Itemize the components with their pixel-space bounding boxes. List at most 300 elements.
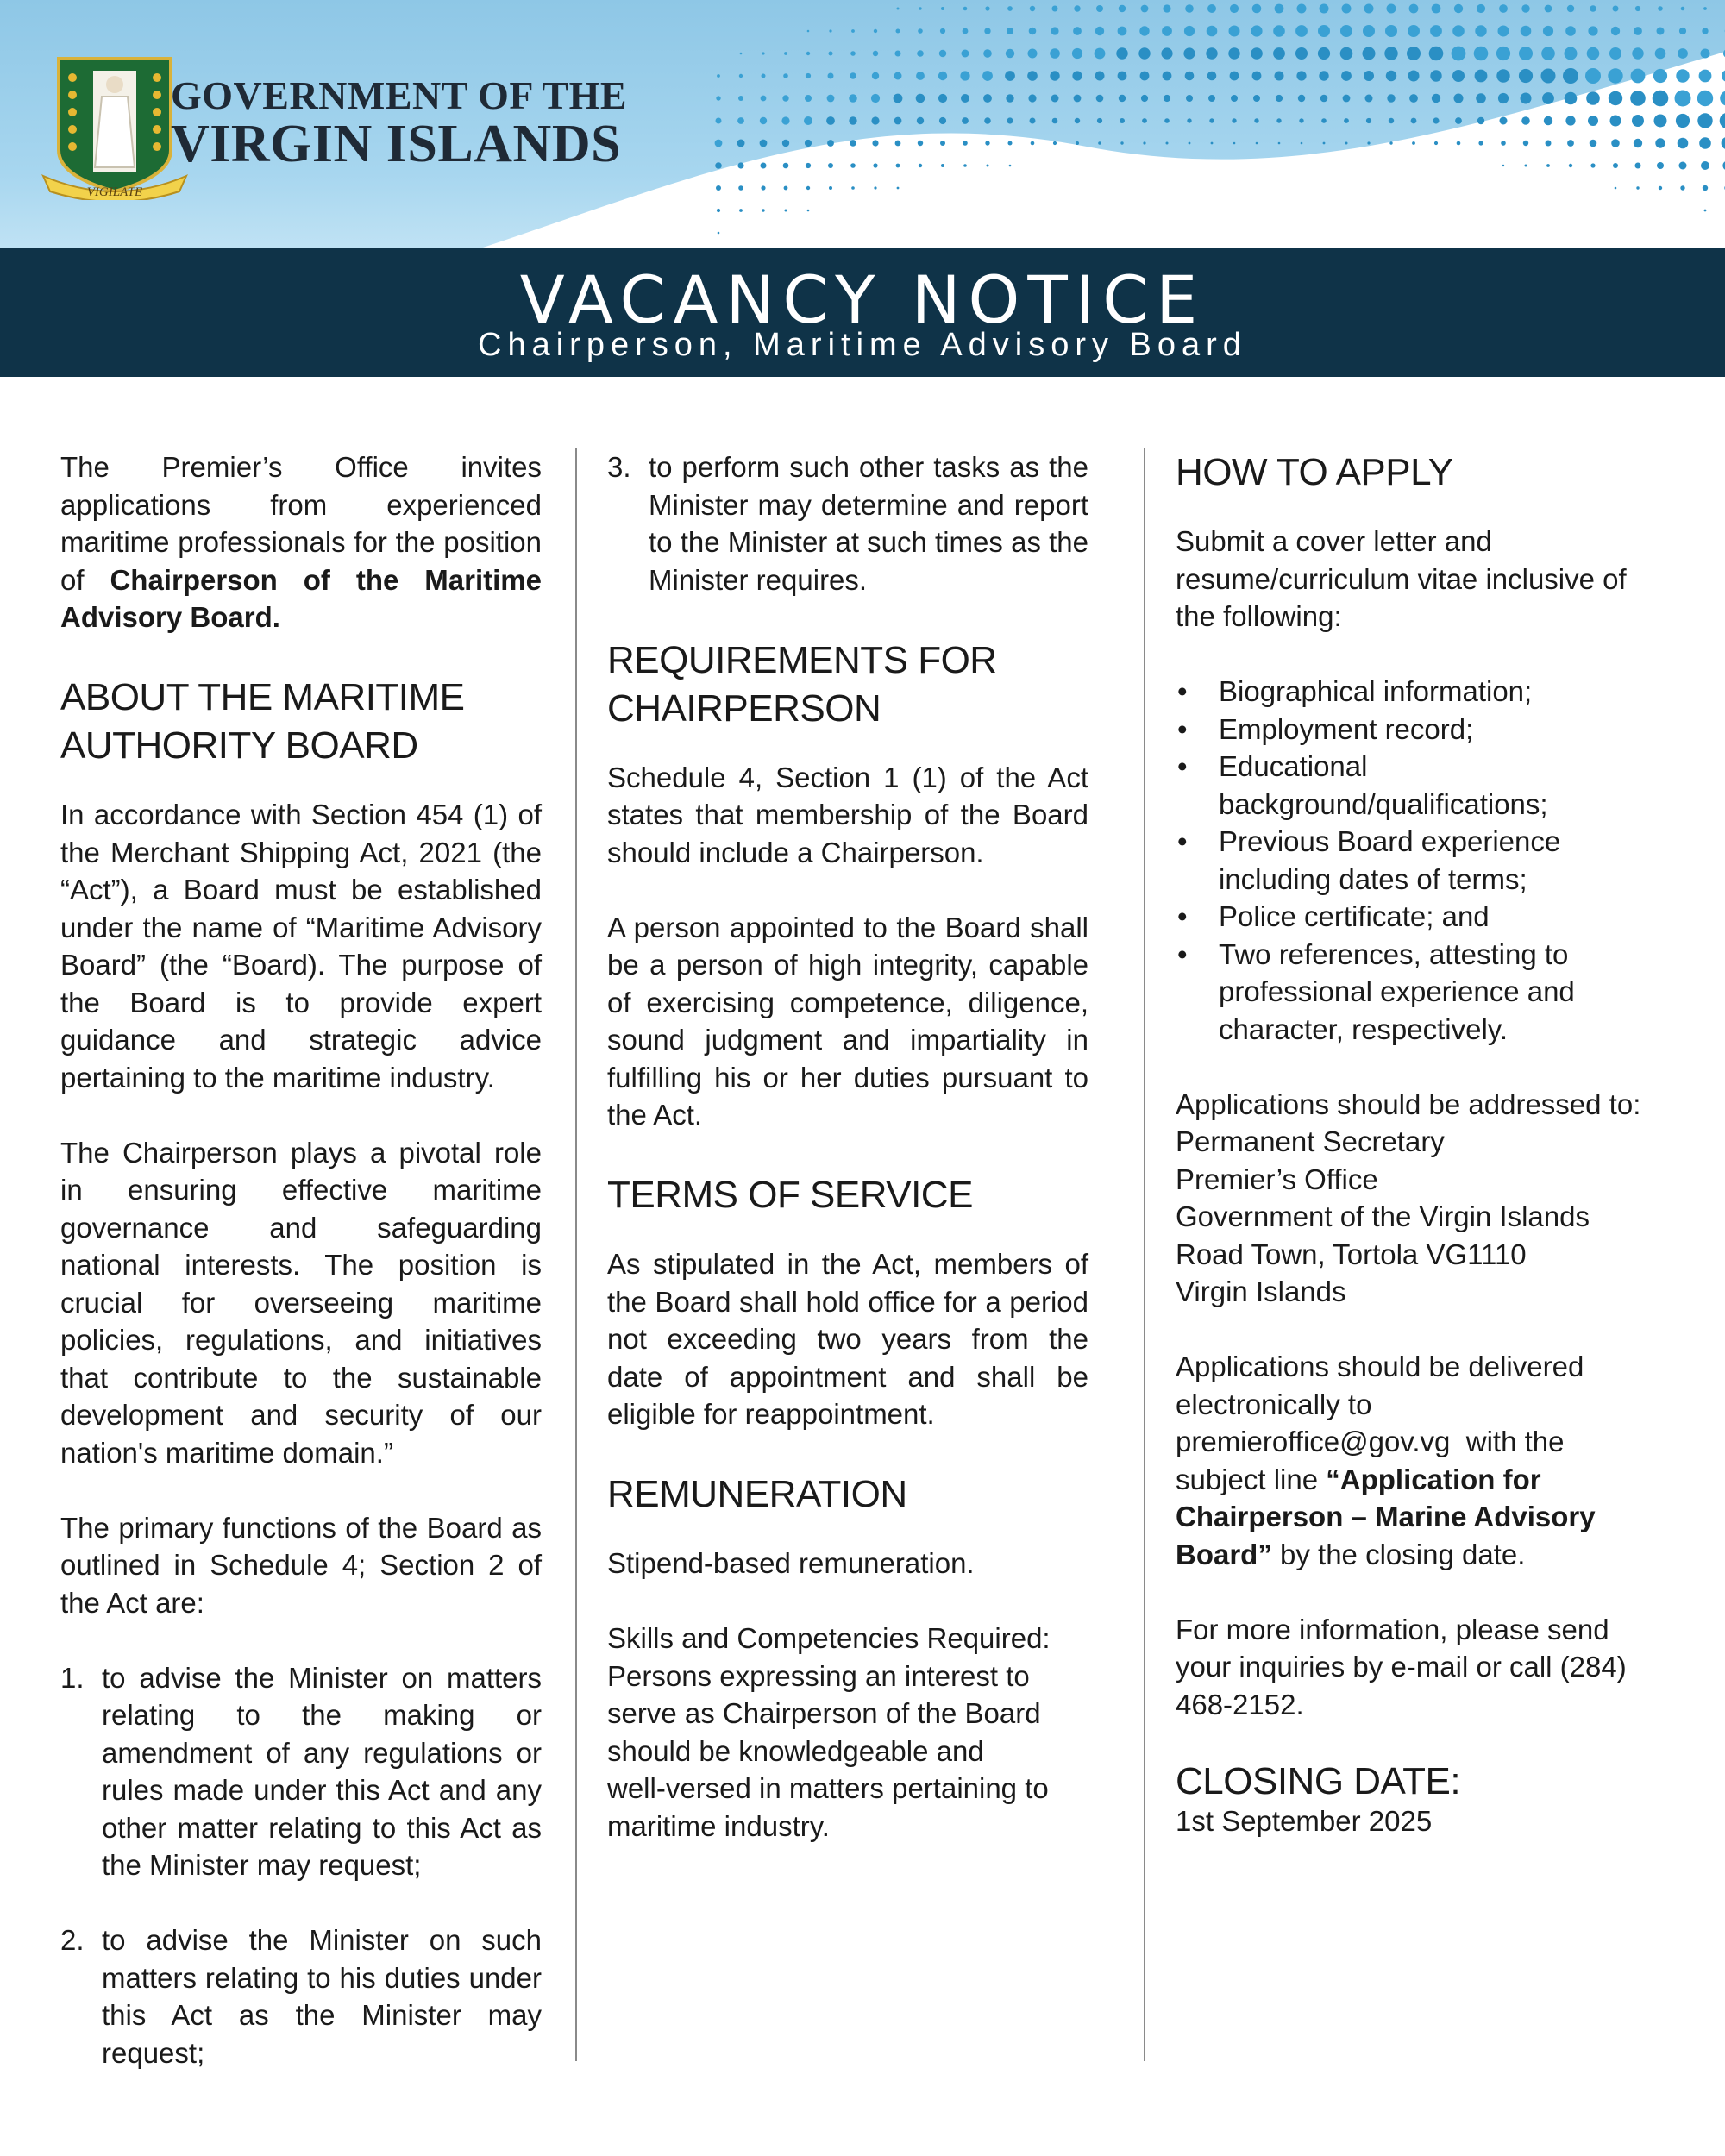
halftone-dot (1541, 47, 1555, 60)
halftone-dot (1053, 141, 1057, 145)
halftone-dot (1697, 113, 1712, 128)
halftone-dot (940, 28, 945, 34)
halftone-dot (1434, 141, 1438, 145)
halftone-dot (1499, 4, 1508, 13)
halftone-dot (1389, 118, 1394, 123)
halftone-dot (1630, 91, 1646, 106)
title-band (0, 248, 1725, 377)
halftone-dot (960, 71, 969, 80)
halftone-dot (1452, 47, 1466, 61)
halftone-dot (1189, 142, 1191, 145)
halftone-dot (1565, 26, 1576, 36)
halftone-dot (715, 140, 723, 147)
halftone-dot (895, 141, 901, 147)
halftone-dot (718, 232, 720, 235)
halftone-dot (1075, 118, 1080, 123)
remuneration-paragraph: Stipend-based remuneration. (607, 1547, 975, 1579)
halftone-dot (1276, 118, 1281, 122)
halftone-dot (850, 51, 856, 56)
halftone-dot (918, 141, 923, 146)
list-item: • Previous Board experience including dates of terms; (1177, 825, 1561, 895)
halftone-dot (1298, 95, 1305, 102)
halftone-dot (1209, 118, 1214, 122)
halftone-dot (918, 28, 923, 34)
halftone-dot (1230, 72, 1239, 81)
halftone-dot (1050, 48, 1060, 59)
list-item: • Biographical information; (1177, 675, 1533, 707)
halftone-dot (1701, 161, 1709, 170)
closing-date-value: 1st September 2025 (1176, 1804, 1433, 1837)
halftone-dot (1116, 47, 1127, 59)
halftone-dot (1611, 139, 1620, 147)
halftone-dot (1254, 118, 1258, 122)
halftone-dot (1653, 69, 1667, 83)
apply-intro: Submit a cover letter and resume/curriculum vitae inclusive of the following: (1176, 525, 1627, 632)
halftone-dot (1609, 47, 1622, 60)
halftone-dot (716, 185, 721, 191)
halftone-dot (1587, 47, 1600, 60)
halftone-dot (1455, 117, 1462, 124)
halftone-dot (1364, 71, 1374, 81)
halftone-dot (1678, 138, 1689, 149)
email-link[interactable]: premieroffice@gov.vg (1176, 1426, 1451, 1457)
halftone-dot (1611, 27, 1620, 35)
halftone-dot (1007, 28, 1013, 34)
halftone-dot (1635, 163, 1641, 169)
halftone-dot (1364, 4, 1374, 14)
halftone-dot (983, 49, 992, 58)
halftone-dot (762, 209, 764, 211)
halftone-dot (737, 117, 744, 124)
halftone-dot (1097, 118, 1102, 123)
halftone-dot (1545, 5, 1552, 13)
halftone-dot (1409, 94, 1418, 103)
halftone-dot (716, 96, 720, 100)
halftone-dot (1299, 118, 1303, 122)
halftone-dot (897, 187, 900, 190)
halftone-dot (963, 164, 967, 167)
halftone-dot (1363, 47, 1376, 60)
halftone-dot (1340, 25, 1352, 37)
requirements-bullet-list (1176, 673, 1667, 1048)
address-block: Applications should be addressed to: Permanent Secretary Premier’s Office Government of the Virgin Islands Road Town, Tortola VG1110 Virgin Islands (1176, 1087, 1641, 1307)
halftone-dot (1699, 137, 1711, 149)
halftone-dot (962, 50, 969, 58)
halftone-dot (1119, 5, 1126, 12)
halftone-dot (1678, 48, 1688, 59)
halftone-dot (1565, 92, 1578, 105)
halftone-dot (1051, 27, 1058, 34)
halftone-dot (1138, 47, 1150, 59)
halftone-dot (963, 141, 968, 146)
halftone-dot (916, 72, 925, 80)
halftone-dot (938, 94, 947, 103)
crest-motto: VIGILATE (86, 185, 143, 199)
halftone-dot (826, 116, 835, 125)
halftone-dot (1318, 47, 1330, 60)
halftone-dot (740, 53, 743, 55)
halftone-dot (1072, 71, 1082, 80)
halftone-dot (985, 6, 989, 10)
halftone-dot (1273, 25, 1285, 37)
halftone-dot (1655, 138, 1665, 147)
halftone-dot (1631, 69, 1646, 84)
terms-heading: TERMS OF SERVICE (607, 1174, 973, 1216)
halftone-dot (1586, 91, 1600, 105)
halftone-dot (1346, 142, 1348, 145)
halftone-dot (1636, 186, 1639, 189)
halftone-dot (1679, 162, 1687, 170)
halftone-dot (785, 210, 787, 212)
halftone-dot (871, 116, 879, 124)
halftone-dot (1632, 47, 1643, 59)
halftone-dot (895, 51, 901, 57)
halftone-dot (1657, 162, 1664, 169)
halftone-dot (715, 162, 722, 169)
halftone-dot (1072, 48, 1082, 59)
halftone-dot (1452, 70, 1465, 82)
halftone-dot (1701, 49, 1710, 59)
halftone-dot (1206, 47, 1217, 59)
halftone-dot (1185, 72, 1195, 81)
halftone-dot (1142, 118, 1147, 123)
halftone-dot (1615, 187, 1617, 190)
halftone-dot (828, 163, 833, 168)
halftone-dot (1230, 4, 1239, 13)
halftone-dot (1657, 28, 1665, 35)
about-heading: ABOUT THE MARITIME AUTHORITY BOARD (60, 676, 465, 767)
list-item: • Employment record; (1177, 712, 1474, 745)
halftone-dot (894, 72, 902, 80)
halftone-dot (1634, 139, 1642, 147)
halftone-dot (1567, 140, 1574, 147)
halftone-dot (1229, 26, 1240, 37)
column-divider (575, 448, 577, 2061)
halftone-dot (1500, 117, 1508, 125)
position-name: Chairperson of the Maritime Advisory Board. (60, 563, 542, 633)
halftone-dot (1498, 26, 1509, 37)
halftone-dot (761, 96, 767, 102)
halftone-dot (1519, 69, 1533, 83)
halftone-dot (894, 117, 902, 125)
halftone-dot (851, 29, 855, 33)
halftone-dot (1027, 71, 1038, 81)
halftone-dot (829, 186, 832, 190)
halftone-dot (1384, 47, 1397, 60)
requirements-paragraph-2: A person appointed to the Board shall be a person of high integrity, capable of exercising competence, diligence, sound judgment and impartiality in fulfilling his or her duties pursuant to the Act. (607, 911, 1088, 1131)
halftone-dot (1702, 28, 1708, 34)
header-banner (0, 0, 1725, 248)
halftone-dot (1295, 47, 1308, 60)
halftone-dot (984, 117, 991, 124)
halftone-dot (1031, 141, 1035, 146)
halftone-dot (1187, 118, 1191, 122)
halftone-dot (1050, 71, 1059, 80)
halftone-dot (983, 94, 992, 103)
halftone-dot (1052, 118, 1058, 124)
halftone-dot (1319, 71, 1328, 80)
halftone-dot (828, 73, 834, 79)
halftone-dot (1341, 71, 1352, 81)
halftone-dot (962, 117, 969, 124)
halftone-dot (1608, 68, 1622, 83)
terms-paragraph: As stipulated in the Act, members of the Board shall hold office for a period not exceeding two years from the date of appointment and shall be eligible for reappointment. (607, 1248, 1088, 1430)
halftone-dot (1233, 142, 1236, 145)
halftone-dot (919, 164, 922, 167)
halftone-dot (1007, 117, 1013, 123)
list-item: 3. to perform such other tasks as the Minister may determine and report to the Minister at such times as the Minister requires. (607, 451, 1088, 596)
halftone-dot (1143, 141, 1145, 144)
halftone-dot (1658, 6, 1663, 11)
halftone-dot (1029, 28, 1037, 35)
about-paragraph-1: In accordance with Section 454 (1) of the Merchant Shipping Act, 2021 (the “Act”), a Board must be established under the name of “Maritime Advisory Board” (the “Board). The purpose of the Board is to provide expert guidance and strategic advice pertaining to the maritime industry. (60, 799, 542, 1094)
halftone-dot (963, 7, 968, 11)
halftone-dot (1521, 26, 1532, 37)
halftone-dot (781, 116, 789, 124)
halftone-dot (1251, 25, 1262, 36)
halftone-dot (1703, 185, 1708, 191)
halftone-dot (1432, 94, 1440, 103)
halftone-dot (1543, 26, 1553, 36)
list-item: • Police certificate; and (1177, 900, 1490, 932)
halftone-dot (760, 140, 768, 147)
halftone-dot (1478, 141, 1483, 145)
about-paragraph-2: The Chairperson plays a pivotal role in ensuring effective maritime governance and safeguarding national interests. The position is crucial for overseeing maritime policies, regulations, and initiatives that contribute to the sustainable development and security of our nation's maritime domain.” (60, 1136, 542, 1469)
halftone-dot (897, 8, 900, 10)
delivery-instructions: Applications should be delivered electronically to premieroffice@gov.vg with the subject line “Application for Chairperson – Marine Advisory Board” by the closing date. (1176, 1351, 1596, 1570)
halftone-dot (739, 74, 743, 78)
halftone-dot (1098, 141, 1101, 145)
halftone-dot (762, 52, 764, 54)
halftone-dot (1501, 141, 1506, 146)
halftone-dot (1523, 141, 1528, 146)
halftone-dot (1184, 26, 1195, 36)
halftone-dot (1208, 4, 1216, 13)
halftone-dot (917, 50, 924, 57)
halftone-dot (805, 95, 812, 102)
halftone-dot (850, 163, 856, 168)
halftone-dot (1008, 141, 1013, 146)
halftone-dot (807, 210, 810, 212)
halftone-dot (1228, 47, 1239, 59)
halftone-dot (1273, 47, 1285, 60)
halftone-dot (1095, 48, 1106, 60)
halftone-dot (1477, 117, 1484, 124)
halftone-dot (1007, 6, 1013, 11)
column-right (1176, 448, 1667, 1877)
halftone-dot (1366, 118, 1371, 123)
halftone-dot (849, 94, 857, 103)
halftone-dot (1118, 72, 1127, 81)
halftone-dot (1613, 163, 1618, 168)
halftone-dot (1320, 4, 1329, 14)
halftone-dot (1340, 47, 1353, 60)
halftone-dot (1006, 49, 1014, 58)
halftone-dot (738, 185, 743, 191)
halftone-dot (1563, 68, 1578, 84)
halftone-dot (1632, 115, 1644, 127)
halftone-dot (1009, 165, 1012, 167)
halftone-dot (1140, 72, 1150, 81)
column-left (60, 448, 542, 2109)
halftone-dot (940, 141, 945, 146)
halftone-dot (873, 51, 878, 56)
halftone-dot (1634, 27, 1642, 35)
list-item: 1. to advise the Minister on matters relating to the making or amendment of any regulations or rules made under this Act and any other matter relating to this Act as the Minister may request; (60, 1661, 542, 1881)
halftone-dot (1295, 25, 1308, 37)
wordmark-line-2: VIRGIN ISLANDS (171, 115, 622, 173)
halftone-dot (1365, 95, 1373, 103)
halftone-dot (762, 74, 766, 78)
halftone-dot (941, 7, 944, 10)
halftone-dot (1164, 95, 1170, 102)
halftone-dot (1118, 27, 1127, 36)
halftone-dot (1565, 116, 1575, 125)
halftone-dot (717, 209, 720, 212)
halftone-dot (784, 186, 788, 191)
halftone-dot (1028, 94, 1036, 102)
halftone-dot (1252, 4, 1262, 14)
halftone-dot (1659, 186, 1662, 190)
halftone-dot (1183, 47, 1195, 59)
halftone-dot (872, 140, 878, 146)
halftone-dot (739, 209, 743, 212)
halftone-dot (827, 95, 835, 103)
halftone-dot (1006, 94, 1013, 102)
halftone-dot (919, 7, 921, 9)
halftone-dot (1703, 7, 1707, 10)
halftone-dot (1344, 118, 1349, 123)
halftone-dot (761, 185, 765, 190)
halftone-dot (1541, 69, 1556, 84)
closing-date-heading: CLOSING DATE: (1176, 1759, 1461, 1802)
halftone-dot (1185, 4, 1194, 13)
halftone-dot (807, 30, 810, 33)
halftone-dot (1699, 70, 1712, 83)
halftone-dot (1433, 117, 1439, 123)
halftone-dot (1565, 47, 1578, 60)
halftone-dot (1590, 5, 1596, 12)
halftone-dot (829, 29, 831, 32)
list-item: • Educational background/qualifications; (1177, 750, 1548, 820)
white-swoosh-shape (483, 52, 1725, 248)
halftone-dot (1680, 185, 1684, 190)
remuneration-heading: REMUNERATION (607, 1473, 907, 1515)
halftone-dot (1610, 116, 1622, 127)
halftone-dot (1028, 49, 1038, 59)
halftone-dot (1585, 68, 1601, 84)
halftone-dot (1030, 6, 1035, 11)
halftone-dot (1074, 95, 1082, 103)
halftone-dot (1030, 118, 1036, 124)
halftone-dot (1521, 93, 1532, 104)
halftone-dot (805, 140, 812, 147)
halftone-dot (1544, 116, 1552, 125)
halftone-dot (1476, 93, 1486, 103)
halftone-dot (1161, 47, 1172, 59)
halftone-dot (737, 140, 745, 147)
halftone-dot (1496, 69, 1509, 82)
halftone-dot (806, 163, 811, 168)
halftone-dot (1475, 70, 1488, 83)
halftone-dot (1074, 5, 1080, 11)
halftone-dot (896, 164, 900, 168)
halftone-dot (1252, 72, 1262, 81)
halftone-dot (1387, 94, 1395, 102)
halftone-dot (1408, 25, 1420, 37)
halftone-dot (987, 165, 989, 167)
halftone-dot (1163, 72, 1172, 81)
halftone-dot (804, 116, 812, 125)
halftone-dot (1342, 4, 1352, 14)
halftone-dot (1475, 25, 1486, 36)
halftone-dot (917, 117, 924, 124)
halftone-dot (1676, 69, 1689, 82)
halftone-dot (1454, 4, 1463, 13)
halftone-dot (1590, 140, 1597, 147)
halftone-dot (1096, 5, 1103, 12)
halftone-dot (1429, 47, 1444, 61)
halftone-dot (1251, 47, 1263, 60)
halftone-dot (938, 72, 947, 80)
halftone-dot (963, 28, 969, 34)
halftone-dot (1412, 141, 1415, 145)
halftone-dot (1675, 91, 1691, 107)
halftone-dot (1297, 4, 1307, 14)
halftone-dot (1076, 141, 1079, 145)
halftone-dot (1521, 4, 1529, 12)
halftone-dot (1139, 26, 1149, 35)
halftone-dot (1408, 71, 1420, 82)
halftone-dot (1525, 165, 1527, 167)
functions-list (60, 1659, 542, 2072)
halftone-dot (1498, 93, 1509, 103)
halftone-dot (1409, 4, 1419, 14)
functions-list-continued (607, 448, 1088, 599)
halftone-dot (737, 162, 743, 168)
halftone-dot (851, 186, 855, 190)
halftone-dot (1207, 26, 1218, 37)
halftone-dot (939, 50, 946, 57)
halftone-dot (1162, 26, 1172, 36)
halftone-dot (1363, 25, 1375, 37)
halftone-dot (1095, 27, 1104, 35)
list-item: • Two references, attesting to professional experience and character, respectively. (1177, 937, 1575, 1045)
halftone-dot (1164, 118, 1170, 123)
halftone-dot (1232, 118, 1236, 122)
halftone-dot (784, 52, 787, 55)
halftone-dot (1208, 95, 1215, 102)
halftone-dot (1704, 210, 1707, 212)
halftone-dot (1275, 4, 1284, 14)
coat-of-arms-logo (41, 55, 188, 200)
functions-intro: The primary functions of the Board as outlined in Schedule 4; Section 2 of the Act are: (60, 1511, 542, 1619)
halftone-dot (985, 141, 989, 145)
column-middle (607, 448, 1088, 1883)
halftone-dot (941, 164, 944, 167)
halftone-dot (829, 52, 833, 56)
halftone-dot (1231, 95, 1238, 102)
wordmark-line-1: GOVERNMENT OF THE (171, 73, 628, 117)
halftone-dot (1141, 95, 1148, 102)
halftone-dot (1653, 91, 1669, 107)
how-to-apply-heading: HOW TO APPLY (1176, 451, 1453, 493)
halftone-dot (1546, 141, 1552, 147)
halftone-dot (1166, 142, 1169, 145)
halftone-dot (1430, 70, 1441, 81)
requirements-paragraph-1: Schedule 4, Section 1 (1) of the Act states that membership of the Board should include a Chairperson. (607, 761, 1088, 868)
halftone-dot (783, 73, 788, 78)
